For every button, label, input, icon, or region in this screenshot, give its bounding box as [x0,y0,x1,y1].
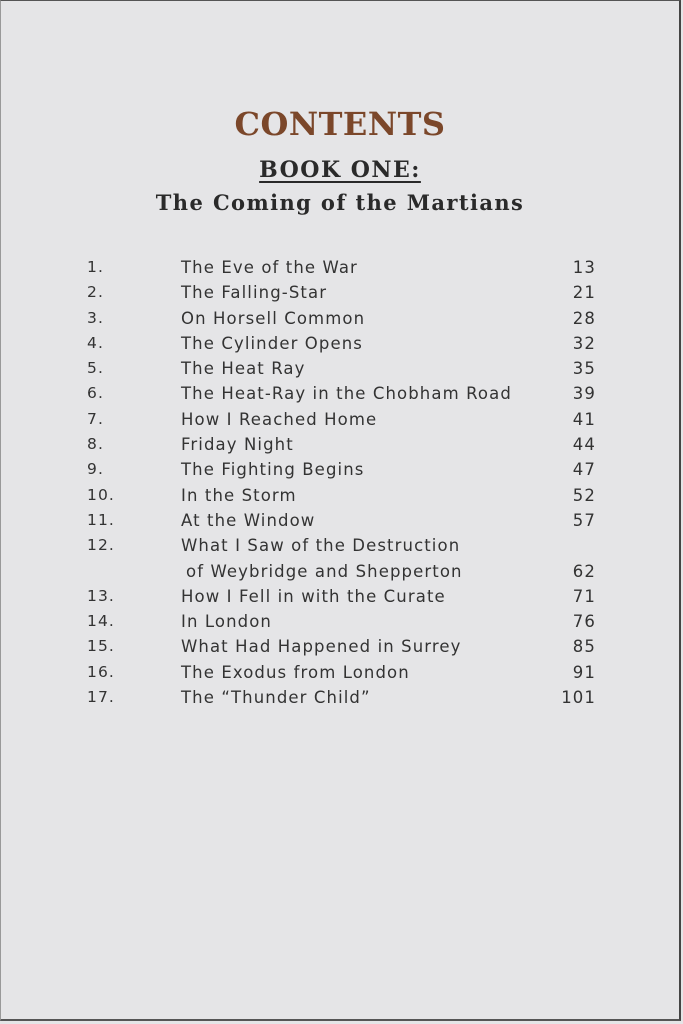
chapter-title: At the Window [181,510,316,530]
book-subtitle: The Coming of the Martians [155,190,525,215]
chapter-title: In London [181,612,272,632]
chapter-number: 8. [87,435,104,454]
chapter-number: 5. [87,359,104,378]
chapter-number: 11. [87,510,115,529]
chapter-title: The Falling-Star [181,283,328,303]
chapter-page-number: 39 [572,384,596,404]
toc-entry [1,407,679,432]
chapter-number: 15. [87,637,115,656]
toc-entry [1,533,679,584]
toc-entry [1,584,679,609]
chapter-number: 17. [87,688,115,707]
chapter-page-number: 35 [572,359,596,379]
toc-entry [1,660,679,685]
chapter-page-number: 47 [572,460,596,480]
chapter-title: The “Thunder Child” [181,688,371,708]
chapter-number: 16. [87,662,115,681]
toc-entry [1,634,679,659]
chapter-page-number: 71 [572,586,596,606]
chapter-page-number: 52 [572,485,596,505]
chapter-title: What Had Happened in Surrey [181,637,462,657]
toc-entry [1,483,679,508]
chapter-title: In the Storm [181,485,297,505]
chapter-page-number: 85 [572,637,596,657]
chapter-page-number: 28 [572,308,596,328]
chapter-page-number: 44 [572,435,596,455]
chapter-number: 14. [87,612,115,631]
contents-heading: CONTENTS [234,105,446,143]
chapter-number: 2. [87,283,104,302]
book-one-heading: BOOK ONE: [259,157,421,183]
chapter-title: The Heat-Ray in the Chobham Road [181,384,512,404]
toc-entry [1,356,679,381]
chapter-title: The Cylinder Opens [181,333,363,353]
chapter-title: How I Reached Home [181,409,378,429]
chapter-title: How I Fell in with the Curate [181,586,446,606]
chapter-title-continuation: of Weybridge and Shepperton [186,561,463,581]
chapter-number: 9. [87,460,104,479]
chapter-page-number: 32 [572,333,596,353]
toc-entry [1,306,679,331]
chapter-title: On Horsell Common [181,308,366,328]
chapter-title: Friday Night [181,435,294,455]
chapter-page-number: 21 [572,283,596,303]
chapter-title: The Exodus from London [181,662,410,682]
chapter-number: 6. [87,384,104,403]
toc-entry [1,457,679,482]
chapter-number: 1. [87,258,104,276]
chapter-page-number: 41 [572,409,596,429]
chapter-page-number: 91 [572,662,596,682]
chapter-number: 12. [87,536,115,555]
chapter-page-number: 76 [572,612,596,632]
toc-entry [1,255,679,280]
chapter-number: 3. [87,308,104,327]
chapter-number: 13. [87,586,115,605]
toc-entry [1,432,679,457]
toc-entry [1,685,679,710]
chapter-title: The Eve of the War [181,258,358,277]
chapter-title: What I Saw of the Destruction [181,536,461,556]
chapter-page-number: 101 [561,688,596,708]
table-of-contents [1,255,679,710]
toc-entry [1,609,679,634]
chapter-number: 7. [87,409,104,428]
chapter-page-number: 62 [572,561,596,581]
chapter-title: The Fighting Begins [181,460,365,480]
toc-entry [1,381,679,406]
chapter-number: 10. [87,485,115,504]
chapter-page-number: 57 [572,510,596,530]
chapter-title: The Heat Ray [181,359,306,379]
chapter-number: 4. [87,333,104,352]
toc-entry [1,331,679,356]
toc-entry [1,280,679,305]
toc-entry [1,508,679,533]
chapter-page-number: 13 [572,258,596,277]
